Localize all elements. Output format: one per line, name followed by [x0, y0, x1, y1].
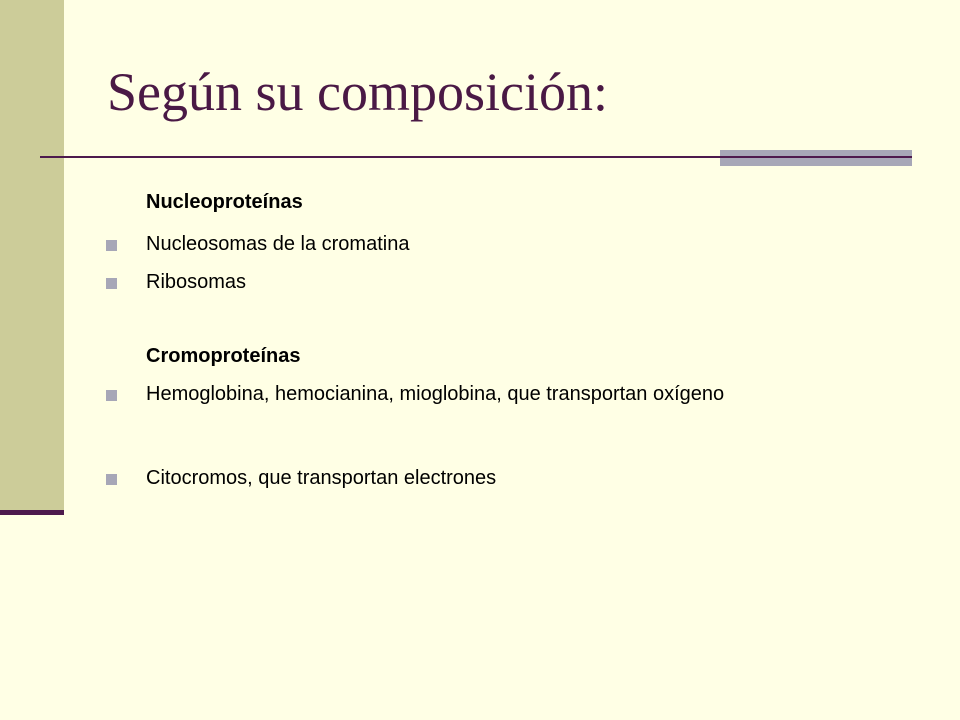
bullet-square-icon: [106, 474, 117, 485]
bullet-square-icon: [106, 240, 117, 251]
list-item-text: Ribosomas: [146, 271, 247, 293]
side-decoration-base-line: [0, 510, 64, 515]
section-heading: Nucleoproteínas: [146, 191, 303, 213]
title-underline-accent-block: [720, 150, 912, 166]
bullet-square-icon: [106, 278, 117, 289]
list-item-text: Hemoglobina, hemocianina, mioglobina, que transportan oxígeno: [146, 383, 725, 405]
list-item-text: Nucleosomas de la cromatina: [146, 233, 410, 255]
bullet-square-icon: [106, 390, 117, 401]
list-item-text: Citocromos, que transportan electrones: [146, 467, 497, 489]
slide-title: Según su composición:: [107, 62, 608, 122]
title-underline-accent-line: [720, 156, 912, 158]
side-decoration-bar: [0, 0, 64, 512]
section-heading: Cromoproteínas: [146, 345, 301, 367]
